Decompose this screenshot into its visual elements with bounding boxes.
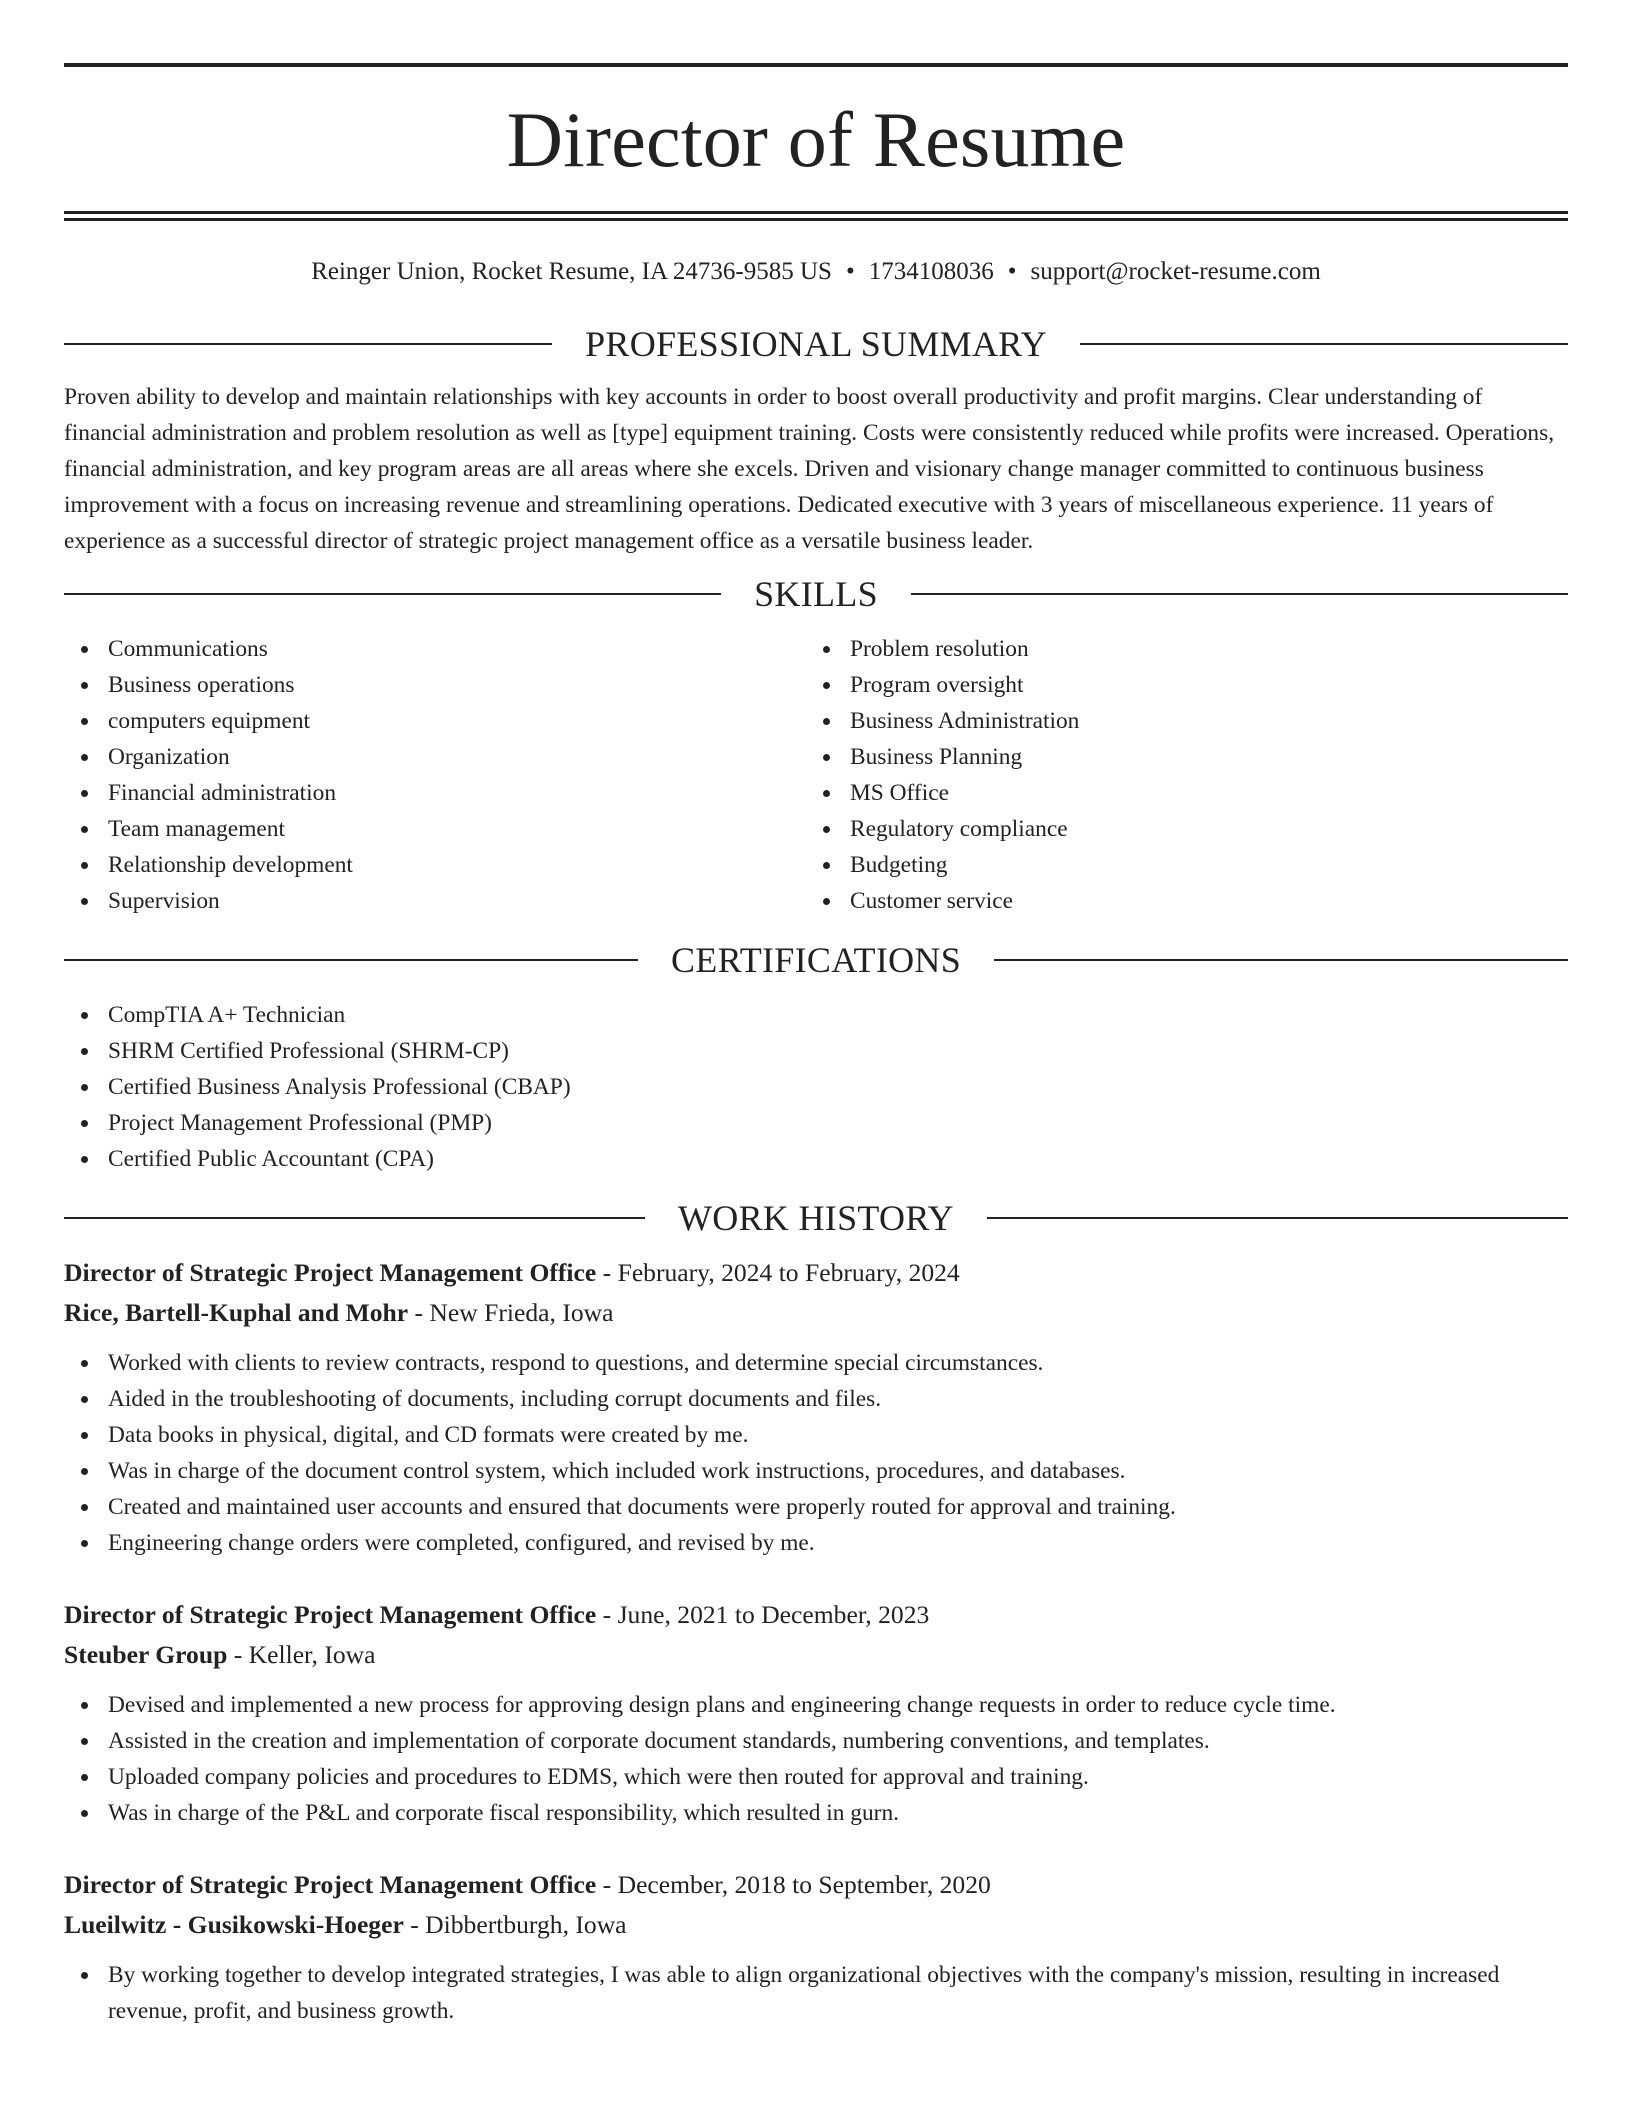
list-item: Uploaded company policies and procedures to EDMS, which were then routed for approval and training. [64,1759,1568,1795]
list-item: Customer service [806,883,1548,919]
list-item: Business Planning [806,739,1548,775]
section-title: WORK HISTORY [678,1198,954,1238]
list-item: Business operations [64,667,806,703]
list-item: computers equipment [64,703,806,739]
contact-email: support@rocket-resume.com [1030,258,1321,285]
job-dates: - December, 2018 to September, 2020 [596,1870,991,1899]
section-title: PROFESSIONAL SUMMARY [585,324,1047,364]
list-item: Relationship development [64,847,806,883]
list-item: Budgeting [806,847,1548,883]
list-item: Regulatory compliance [806,811,1548,847]
list-item: By working together to develop integrated strategies, I was able to align organizational objectives with the company's mission, resulting in increased revenue, profit, and business growth. [64,1957,1568,2029]
job-title-line [64,1595,1568,1635]
job-company: Rice, Bartell-Kuphal and Mohr [64,1298,409,1327]
heading-rule-left [64,343,552,345]
heading-rule-left [64,959,638,961]
job-company: Lueilwitz - Gusikowski-Hoeger [64,1910,404,1939]
heading-rule-left [64,1217,645,1219]
certifications-list [64,997,1568,1177]
job-title: Director of Strategic Project Management Office [64,1600,597,1629]
resume-page [64,63,1568,2029]
heading-rule-right [994,959,1568,961]
heading-rule-right [911,593,1568,595]
heading-rule-right [1080,343,1568,345]
job-dates: - June, 2021 to December, 2023 [596,1600,930,1629]
job-bullets [64,1345,1568,1561]
list-item: Team management [64,811,806,847]
job-location: - Keller, Iowa [227,1640,376,1669]
list-item: Communications [64,631,806,667]
job-title: Director of Strategic Project Management Office [64,1870,597,1899]
section-title: CERTIFICATIONS [670,940,962,980]
list-item: Business Administration [806,703,1548,739]
job-entry [64,1595,1568,1831]
job-location: - Dibbertburgh, Iowa [403,1910,627,1939]
list-item: Project Management Professional (PMP) [64,1105,1568,1141]
contact-separator: • [845,258,855,285]
list-item: Certified Public Accountant (CPA) [64,1141,1568,1177]
list-item: SHRM Certified Professional (SHRM-CP) [64,1033,1568,1069]
contact-phone: 1734108036 [868,258,994,285]
job-title-line [64,1253,1568,1293]
job-bullets [64,1957,1568,2029]
list-item: Organization [64,739,806,775]
list-item: Data books in physical, digital, and CD formats were created by me. [64,1417,1568,1453]
list-item: Devised and implemented a new process for approving design plans and engineering change requests in order to reduce cycle time. [64,1687,1568,1723]
job-company-line [64,1905,1568,1945]
list-item: Program oversight [806,667,1548,703]
work-history-list [64,1253,1568,2029]
section-heading-skills [64,569,1568,619]
job-entry [64,1865,1568,2029]
list-item: MS Office [806,775,1548,811]
list-item: Was in charge of the document control system, which included work instructions, procedures, and databases. [64,1453,1568,1489]
summary-text: Proven ability to develop and maintain relationships with key accounts in order to boost overall productivity and profit margins. Clear understanding of financial administration and problem resolution as well as [type] equipment training. Costs were consistently reduced while profits were increased. Operations, financial administration, and key program areas are all areas where she excels. Driven and visionary change manager committed to continuous business improvement with a focus on increasing revenue and streamlining operations. Dedicated executive with 3 years of miscellaneous experience. 11 years of experience as a successful director of strategic project management office as a versatile business leader. [64,384,1555,554]
job-entry [64,1253,1568,1561]
job-title-line [64,1865,1568,1905]
list-item: Aided in the troubleshooting of documents, including corrupt documents and files. [64,1381,1568,1417]
list-item: Engineering change orders were completed, configured, and revised by me. [64,1525,1568,1561]
top-rule [64,63,1568,67]
job-company: Steuber Group [64,1640,228,1669]
contact-line [64,254,1568,290]
contact-separator: • [1007,258,1017,285]
list-item: Created and maintained user accounts and ensured that documents were properly routed for approval and training. [64,1489,1568,1525]
list-item: Problem resolution [806,631,1548,667]
list-item: Supervision [64,883,806,919]
contact-address: Reinger Union, Rocket Resume, IA 24736-9585 US [311,258,832,285]
skills-list-left [64,631,806,919]
job-bullets [64,1687,1568,1831]
section-heading-work-history [64,1193,1568,1243]
skills-columns [64,631,1568,919]
title-double-rule [64,211,1568,221]
section-heading-summary [64,319,1568,369]
list-item: CompTIA A+ Technician [64,997,1568,1033]
job-company-line [64,1293,1568,1333]
list-item: Financial administration [64,775,806,811]
job-title: Director of Strategic Project Management Office [64,1258,597,1287]
skills-list-right [806,631,1548,919]
job-dates: - February, 2024 to February, 2024 [596,1258,960,1287]
list-item: Assisted in the creation and implementation of corporate document standards, numbering conventions, and templates. [64,1723,1568,1759]
resume-title: Director of Resume [506,96,1126,183]
job-company-line [64,1635,1568,1675]
heading-rule-left [64,593,721,595]
list-item: Was in charge of the P&L and corporate fiscal responsibility, which resulted in gurn. [64,1795,1568,1831]
list-item: Certified Business Analysis Professional (CBAP) [64,1069,1568,1105]
section-heading-certifications [64,935,1568,985]
section-title: SKILLS [754,574,878,614]
list-item: Worked with clients to review contracts, respond to questions, and determine special circumstances. [64,1345,1568,1381]
job-location: - New Frieda, Iowa [408,1298,614,1327]
heading-rule-right [987,1217,1568,1219]
